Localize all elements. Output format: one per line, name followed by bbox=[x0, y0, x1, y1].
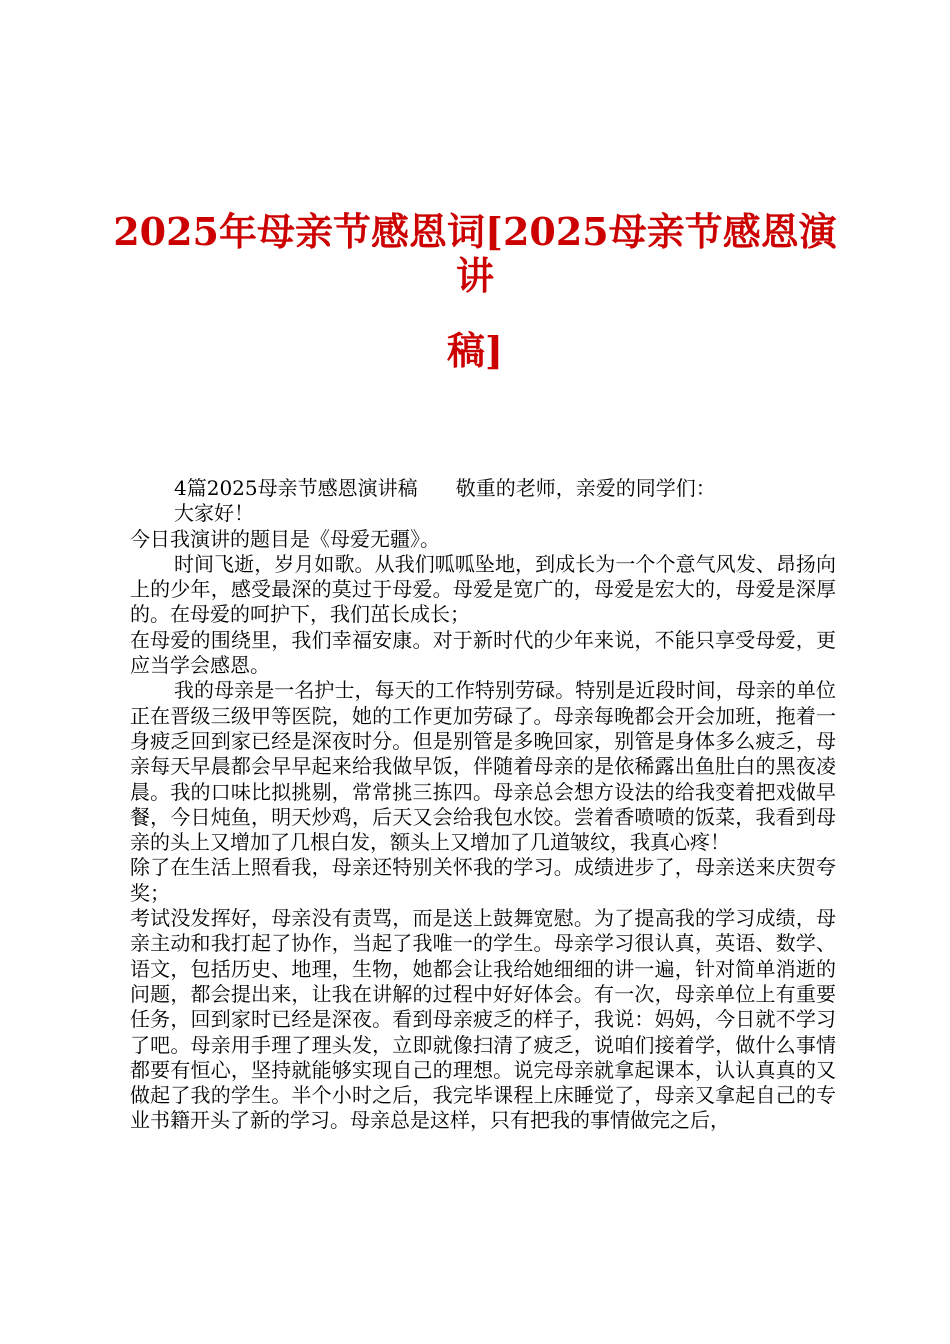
paragraph: 我的母亲是一名护士，每天的工作特别劳碌。特别是近段时间，母亲的单位正在晋级三级甲等医院，她的工作更加劳碌了。母亲每晚都会开会加班，拖着一身疲乏回到家已经是深夜时分。但是别管是多晚回家，别管是身体多么疲乏，母亲每天早晨都会早早起来给我做早饭，伴随着母亲的是依稀露出鱼肚白的黑夜凌晨。我的口味比拟挑剔，常常挑三拣四。母亲总会想方设法的给我变着把戏做早餐，今日炖鱼，明天炒鸡，后天又会给我包水饺。尝着香喷喷的饭菜，我看到母亲的头上又增加了几根白发，额头上又增加了几道皱纹，我真心疼！ bbox=[130, 678, 836, 855]
paragraph: 在母爱的围绕里，我们幸福安康。对于新时代的少年来说，不能只享受母爱，更应当学会感恩。 bbox=[130, 627, 836, 678]
paragraph: 时间飞逝，岁月如歌。从我们呱呱坠地，到成长为一个个意气风发、昂扬向上的少年，感受最深的莫过于母爱。母爱是宽广的，母爱是宏大的，母爱是深厚的。在母爱的呵护下，我们茁长成长； bbox=[130, 551, 836, 627]
paragraph: 今日我演讲的题目是《母爱无疆》。 bbox=[130, 526, 440, 551]
paragraph: 考试没发挥好，母亲没有责骂，而是送上鼓舞宽慰。为了提高我的学习成绩，母亲主动和我打起了协作，当起了我唯一的学生。母亲学习很认真，英语、数学、语文，包括历史、地理，生物，她都会让我给她细细的讲一遍，针对简单消逝的问题，都会提出来，让我在讲解的过程中好好体会。有一次，母亲单位上有重要任务，回到家时已经是深夜。看到母亲疲乏的样子，我说：妈妈，今日就不学习了吧。母亲用手理了理头发，立即就像扫清了疲乏，说咱们接着学，做什么事情都要有恒心，坚持就能够实现自己的理想。说完母亲就拿起课本，认认真真的又做起了我的学生。半个小时之后，我完毕课程上床睡觉了，母亲又拿起自己的专业书籍开头了新的学习。母亲总是这样，只有把我的事情做完之后， bbox=[130, 906, 836, 1133]
paragraph: 4篇2025母亲节感恩演讲稿 敬重的老师，亲爱的同学们： bbox=[174, 476, 716, 500]
document-body bbox=[130, 476, 836, 1134]
document-title-line-1: 2025年母亲节感恩词[2025母亲节感恩演讲 bbox=[113, 209, 837, 298]
paragraph: 除了在生活上照看我，母亲还特别关怀我的学习。成绩进步了，母亲送来庆贺夸奖； bbox=[130, 855, 836, 905]
paragraph: 大家好！ bbox=[174, 501, 254, 526]
document-title-line-2: 稿] bbox=[447, 328, 503, 373]
